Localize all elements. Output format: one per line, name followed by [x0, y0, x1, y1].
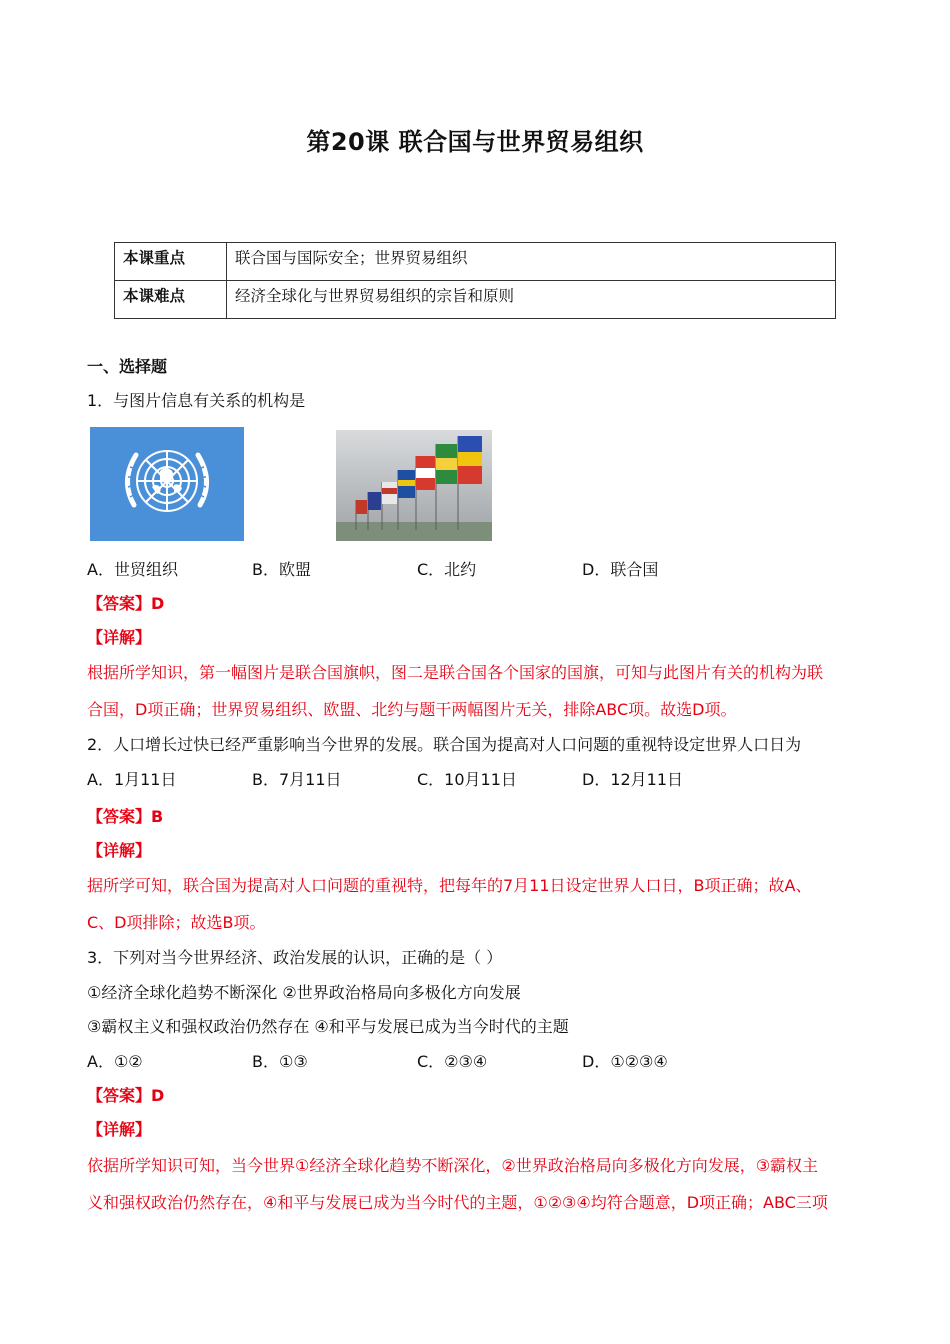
table-row	[115, 243, 836, 281]
q3-option-d: D．①②③④	[582, 1052, 668, 1071]
q3-detail-line: 依据所学知识可知，当今世界①经济全球化趋势不断深化，②世界政治格局向多极化方向发展，③霸权主	[87, 1156, 819, 1175]
q1-option-a: A．世贸组织	[87, 560, 178, 579]
table-value: 经济全球化与世界贸易组织的宗旨和原则	[227, 281, 836, 319]
table-value: 联合国与国际安全；世界贸易组织	[227, 243, 836, 281]
section-heading: 一、选择题	[87, 357, 168, 376]
q3-detail-line: 义和强权政治仍然存在，④和平与发展已成为当今时代的主题，①②③④均符合题意，D项正确；ABC三项	[87, 1193, 828, 1212]
q3-option-c: C．②③④	[417, 1052, 488, 1071]
q2-detail-line: 据所学可知，联合国为提高对人口问题的重视特，把每年的7月11日设定世界人口日，B项正确；故A、	[87, 876, 812, 895]
q2-detail-label: 【详解】	[87, 841, 152, 860]
flags-image	[336, 430, 492, 541]
q3-item-line: ③霸权主义和强权政治仍然存在 ④和平与发展已成为当今时代的主题	[87, 1017, 569, 1036]
q1-answer: 【答案】D	[87, 594, 165, 613]
q3-detail-label: 【详解】	[87, 1120, 152, 1139]
q2-option-c: C．10月11日	[417, 770, 517, 789]
q1-option-b: B．欧盟	[252, 560, 311, 579]
q2-option-b: B．7月11日	[252, 770, 342, 789]
table-key: 本课重点	[115, 243, 227, 281]
q3-answer: 【答案】D	[87, 1086, 165, 1105]
q1-option-c: C．北约	[417, 560, 477, 579]
question-3-stem: 3．下列对当今世界经济、政治发展的认识，正确的是（ ）	[87, 948, 503, 967]
q1-detail-label: 【详解】	[87, 628, 152, 647]
q2-option-d: D．12月11日	[582, 770, 684, 789]
page-title: 第20课 联合国与世界贸易组织	[306, 128, 644, 156]
table-key: 本课难点	[115, 281, 227, 319]
question-1-stem: 1．与图片信息有关系的机构是	[87, 391, 306, 410]
q2-answer: 【答案】B	[87, 807, 164, 826]
table-row	[115, 281, 836, 319]
q2-detail-line: C、D项排除；故选B项。	[87, 913, 266, 932]
q1-detail-line: 合国，D项正确；世界贸易组织、欧盟、北约与题干两幅图片无关，排除ABC项。故选D项。	[87, 700, 737, 719]
q3-item-line: ①经济全球化趋势不断深化 ②世界政治格局向多极化方向发展	[87, 983, 521, 1002]
q1-detail-line: 根据所学知识，第一幅图片是联合国旗帜，图二是联合国各个国家的国旗，可知与此图片有关的机构为联	[87, 663, 824, 682]
q1-option-d: D．联合国	[582, 560, 659, 579]
q3-option-b: B．①③	[252, 1052, 308, 1071]
question-2-stem: 2．人口增长过快已经严重影响当今世界的发展。联合国为提高对人口问题的重视特设定世界人口日为	[87, 735, 802, 754]
key-points-table	[114, 242, 836, 319]
q3-option-a: A．①②	[87, 1052, 143, 1071]
q2-option-a: A．1月11日	[87, 770, 177, 789]
un-flag-image	[90, 427, 244, 541]
